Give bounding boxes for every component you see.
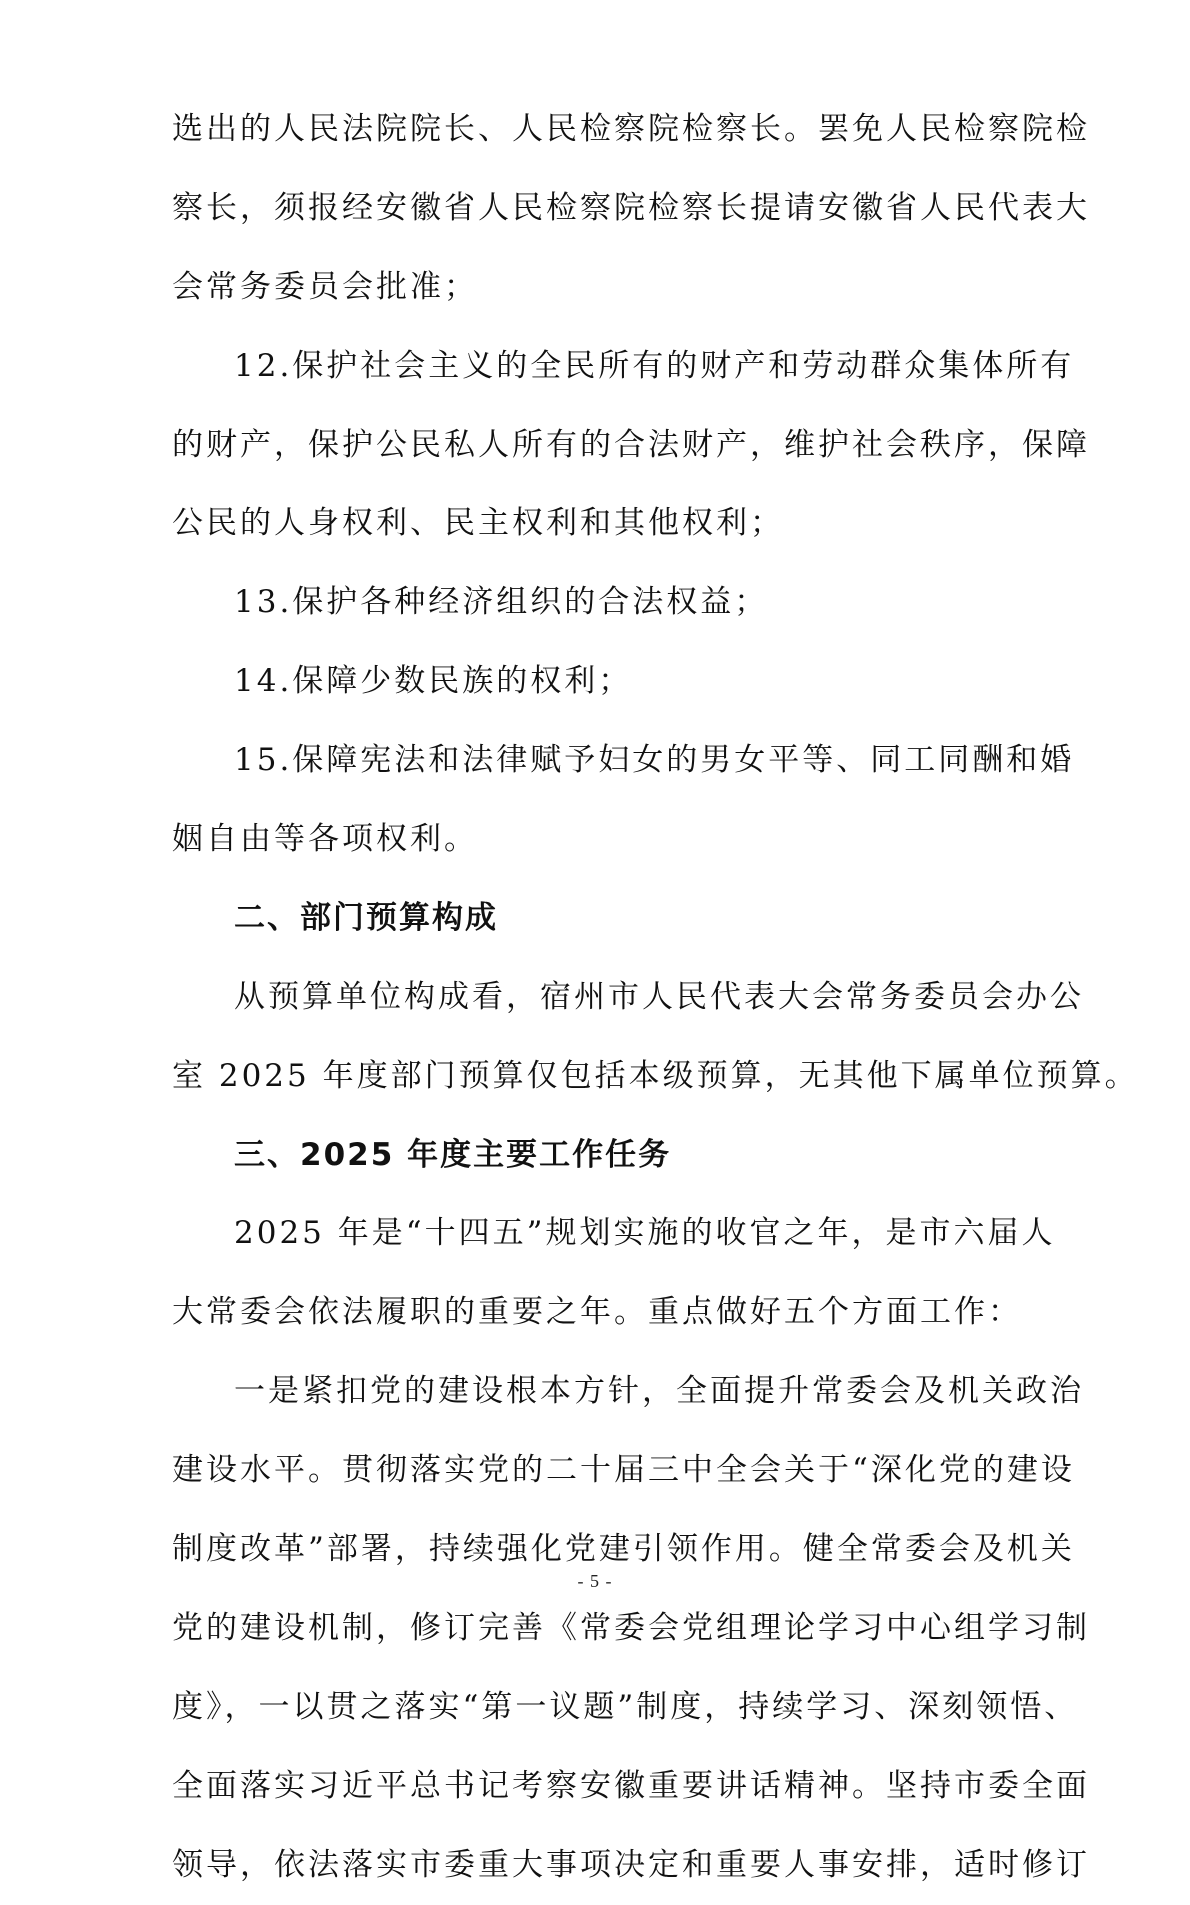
text-line: 13.保护各种经济组织的合法权益； [234,584,769,621]
text-line: 大常委会依法履职的重要之年。重点做好五个方面工作： [172,1294,1022,1331]
page-number: - 5 - [577,1571,613,1591]
text-line: 14.保障少数民族的权利； [234,663,633,700]
text-line: 的财产，保护公民私人所有的合法财产，维护社会秩序，保障 [172,426,1090,463]
text-line: 12.保护社会主义的全民所有的财产和劳动群众集体所有 [234,347,1075,384]
text-line: 室 2025 年度部门预算仅包括本级预算，无其他下属单位预算。 [172,1057,1139,1094]
text-line: 建设水平。贯彻落实党的二十届三中全会关于“深化党的建设 [172,1452,1075,1489]
text-line: 姻自由等各项权利。 [172,821,478,858]
text-line: 15.保障宪法和法律赋予妇女的男女平等、同工同酬和婚 [234,742,1075,779]
section-heading: 三、2025 年度主要工作任务 [234,1136,672,1173]
text-line: 全面落实习近平总书记考察安徽重要讲话精神。坚持市委全面 [172,1767,1090,1804]
text-line: 2025 年是“十四五”规划实施的收官之年，是市六届人 [234,1215,1056,1252]
section-heading: 二、部门预算构成 [234,899,498,936]
text-line: 领导，依法落实市委重大事项决定和重要人事安排，适时修订 [172,1846,1090,1883]
text-line: 从预算单位构成看，宿州市人民代表大会常务委员会办公 [234,978,1084,1015]
text-line: 一是紧扣党的建设根本方针，全面提升常委会及机关政治 [234,1373,1084,1410]
document-body [172,90,1139,1904]
text-line: 党的建设机制，修订完善《常委会党组理论学习中心组学习制 [172,1609,1090,1646]
text-line: 公民的人身权利、民主权利和其他权利； [172,505,784,542]
text-line: 会常务委员会批准； [172,268,478,305]
text-line: 察长，须报经安徽省人民检察院检察长提请安徽省人民代表大 [172,189,1090,226]
text-line: 选出的人民法院院长、人民检察院检察长。罢免人民检察院检 [172,111,1090,147]
text-line: 度》，一以贯之落实“第一议题”制度，持续学习、深刻领悟、 [172,1688,1079,1725]
text-line: 制度改革”部署，持续强化党建引领作用。健全常委会及机关 [172,1531,1075,1568]
